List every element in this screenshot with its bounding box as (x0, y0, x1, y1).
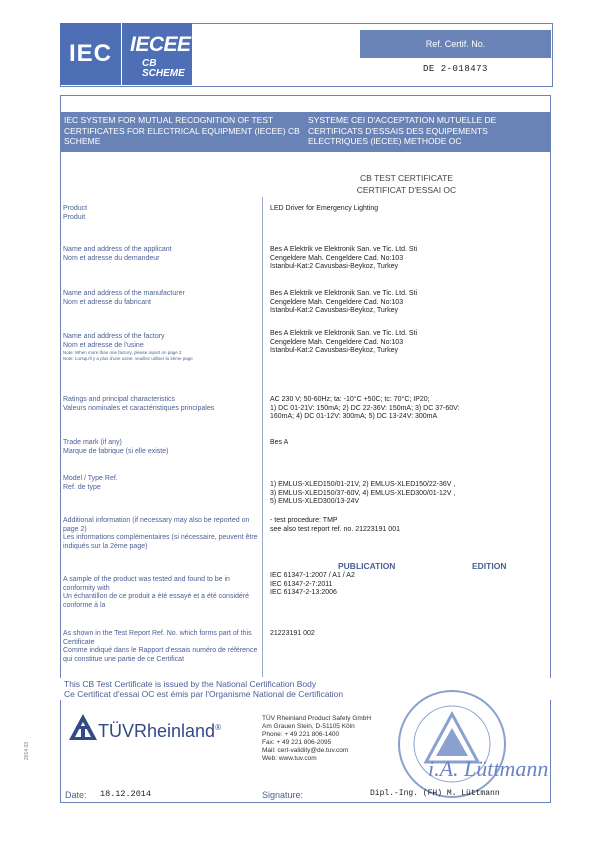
factory-label: Name and address of the factory Nom et adresse de l'usine Note: When more than one factory, please report on page 2 Note: Lorsqu'il y a plus d'une usine, veuillez utiliser la 2ème page (63, 333, 258, 361)
standards-value: IEC 61347-1:2007 / A1 / A2 IEC 61347-2-7:2011 IEC 61347-2-13:2006 (270, 572, 355, 596)
test-report-value: 21223191 002 (270, 630, 315, 637)
date-label: Date: (65, 790, 87, 800)
issued-by-fr: Ce Certificat d'essai OC est émis par l'Organisme National de Certification (64, 689, 344, 699)
iecee-logo (122, 23, 192, 85)
ratings-value: AC 230 V; 50-60Hz; ta: -10°C +50C; tc: 70°C; IP20; 1) DC 01-21V: 150mA; 2) DC 22-36V: 150mA; 3) DC 37-60V: 160mA; 4) DC 01-12V: 300mA; 5) DC 13-24V: 300mA (270, 396, 460, 420)
handwritten-signature: i.A. Lüttmann (428, 756, 549, 781)
factory-note-fr: Note: Lorsqu'il y a plus d'une usine, veuillez utiliser la 2ème page (63, 355, 193, 361)
model-value: 1) EMLUS-XLED150/01-21V, 2) EMLUS-XLED150/22-36V , 3) EMLUS-XLED150/37-60V, 4) EMLUS-XLED300/01-12V , 5) EMLUS-XLED300/13-24V (270, 481, 456, 505)
scheme-title-fr: SYSTEME CEI D'ACCEPTATION MUTUELLE DE CERTIFICATS D'ESSAIS DES EQUIPEMENTS ELECTRIQUES (IECEE) METHODE OC (308, 115, 497, 146)
issued-by-en: This CB Test Certificate is issued by the National Certification Body (64, 679, 317, 689)
standards-label: A sample of the product was tested and found to be in conformity with Un échantillon de ce produit a été essayé et a été considéré conforme à la (63, 576, 250, 609)
iecee-logo-main: IECEE (130, 33, 191, 56)
tuv-brand-name: TÜVRheinland® (98, 721, 221, 741)
publication-header: PUBLICATION (338, 561, 396, 571)
column-divider (262, 197, 263, 677)
product-label: Product Produit (63, 205, 88, 221)
manufacturer-value: Bes A Elektrik ve Elektronik San. ve Tic. Ltd. Sti Cengeldere Mah. Cengeldere Cad. No:103 Istanbul-Kat:2 Cavusbasi-Beykoz, Turkey (270, 290, 418, 314)
trademark-label: Trade mark (if any) Marque de fabrique (si elle existe) (63, 439, 169, 455)
trademark-value: Bes A (270, 439, 289, 446)
iecee-logo-sub: CB SCHEME (142, 58, 185, 79)
factory-note-en: Note: When more than one factory, please report on page 2 (63, 350, 182, 355)
tuv-triangle-icon (68, 713, 98, 741)
cert-title (262, 172, 551, 196)
additional-info-label: Additional information (if necessary may also be reported on page 2) Les informations complémentaires (si nécessaire, peuvent être indiqués sur la 2ème page) (63, 517, 258, 550)
applicant-label: Name and address of the applicant Nom et adresse du demandeur (63, 246, 172, 262)
date-value: 18.12.2014 (100, 789, 152, 799)
signatory-name: Dipl.-Ing. (FH) M. Lüttmann (370, 789, 500, 798)
additional-info-value: - test procedure: TMP see also test report ref. no. 21223191 001 (270, 517, 400, 533)
signature-label: Signature: (262, 790, 304, 800)
ratings-label: Ratings and principal characteristics Valeurs nominales et caractéristiques principales (63, 396, 215, 412)
ref-certif-label: Ref. Certif. No. (360, 30, 551, 58)
cert-title-en: CB TEST CERTIFICATE (360, 173, 453, 183)
applicant-value: Bes A Elektrik ve Elektronik San. ve Tic. Ltd. Sti Cengeldere Mah. Cengeldere Cad. No:103 Istanbul-Kat:2 Cavusbasi-Beykoz, Turkey (270, 246, 418, 270)
scheme-title-en: IEC SYSTEM FOR MUTUAL RECOGNITION OF TEST CERTIFICATES FOR ELECTRICAL EQUIPMENT (IECEE) CB SCHEME (64, 115, 300, 146)
ref-certif-value: DE 2-018473 (423, 64, 488, 74)
iec-logo: IEC (60, 23, 122, 85)
cert-title-fr: CERTIFICAT D'ESSAI OC (356, 185, 457, 195)
edition-header: EDITION (472, 561, 507, 571)
side-form-code: 2014 03 (24, 741, 30, 760)
issuer-address: TÜV Rheinland Product Safety GmbH Am Grauen Stein, D-51105 Köln Phone: + 49 221 806-1400 Fax: + 49 221 806-2095 Mail: cert-validity@de.tuv.com Web: www.tuv.com (262, 715, 372, 762)
factory-value: Bes A Elektrik ve Elektronik San. ve Tic. Ltd. Sti Cengeldere Mah. Cengeldere Cad. No:103 Istanbul-Kat:2 Cavusbasi-Beykoz, Turkey (270, 330, 418, 354)
model-label: Model / Type Ref. Ref. de type (63, 475, 118, 491)
manufacturer-label: Name and address of the manufacturer Nom et adresse du fabricant (63, 290, 185, 306)
product-value: LED Driver for Emergency Lighting (270, 205, 379, 212)
scheme-title-band (60, 112, 551, 152)
test-report-label: As shown in the Test Report Ref. No. which forms part of this Certificate Comme indiqué dans le Rapport d'essais numéro de référence qui constitue une partie de ce Certificat (63, 630, 258, 663)
